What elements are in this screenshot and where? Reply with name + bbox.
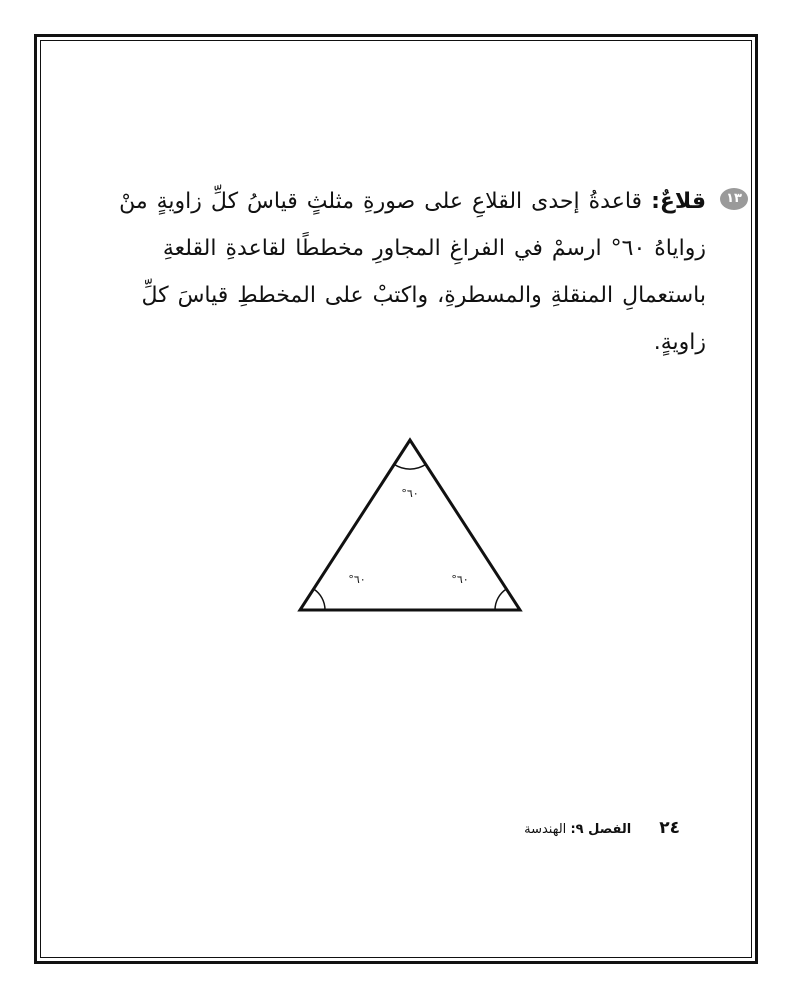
equilateral-triangle — [300, 440, 520, 610]
bottom-right-angle-label: ٦٠° — [451, 573, 469, 586]
problem-keyword: قلاعٌ: — [651, 189, 706, 214]
page-footer — [524, 818, 680, 838]
chapter-title — [524, 822, 631, 837]
top-angle-arc — [394, 464, 426, 469]
chapter-label: الفصل ٩: — [570, 822, 632, 837]
problem-13 — [100, 178, 748, 366]
bottom-left-angle-arc — [314, 589, 325, 610]
triangle-diagram — [290, 430, 530, 620]
bottom-left-angle-label: ٦٠° — [348, 573, 366, 586]
problem-body: قاعدةُ إحدى القلاعِ على صورةِ مثلثٍ قياسُ كلِّ زاويةٍ منْ زواياهُ ٦٠° ارسمْ في الفراغِ المجاورِ مخططًا لقاعدةِ القلعةِ باستعمالِ المنقلةِ والمسطرةِ، واكتبْ على المخططِ قياسَ كلِّ زاويةٍ. — [119, 189, 706, 355]
bottom-right-angle-arc — [495, 589, 506, 610]
chapter-name: الهندسة — [524, 822, 567, 837]
top-angle-label: ٦٠° — [401, 487, 419, 500]
page-number: ٢٤ — [659, 818, 680, 838]
problem-number-badge: ١٣ — [720, 188, 748, 210]
problem-text — [100, 178, 706, 366]
